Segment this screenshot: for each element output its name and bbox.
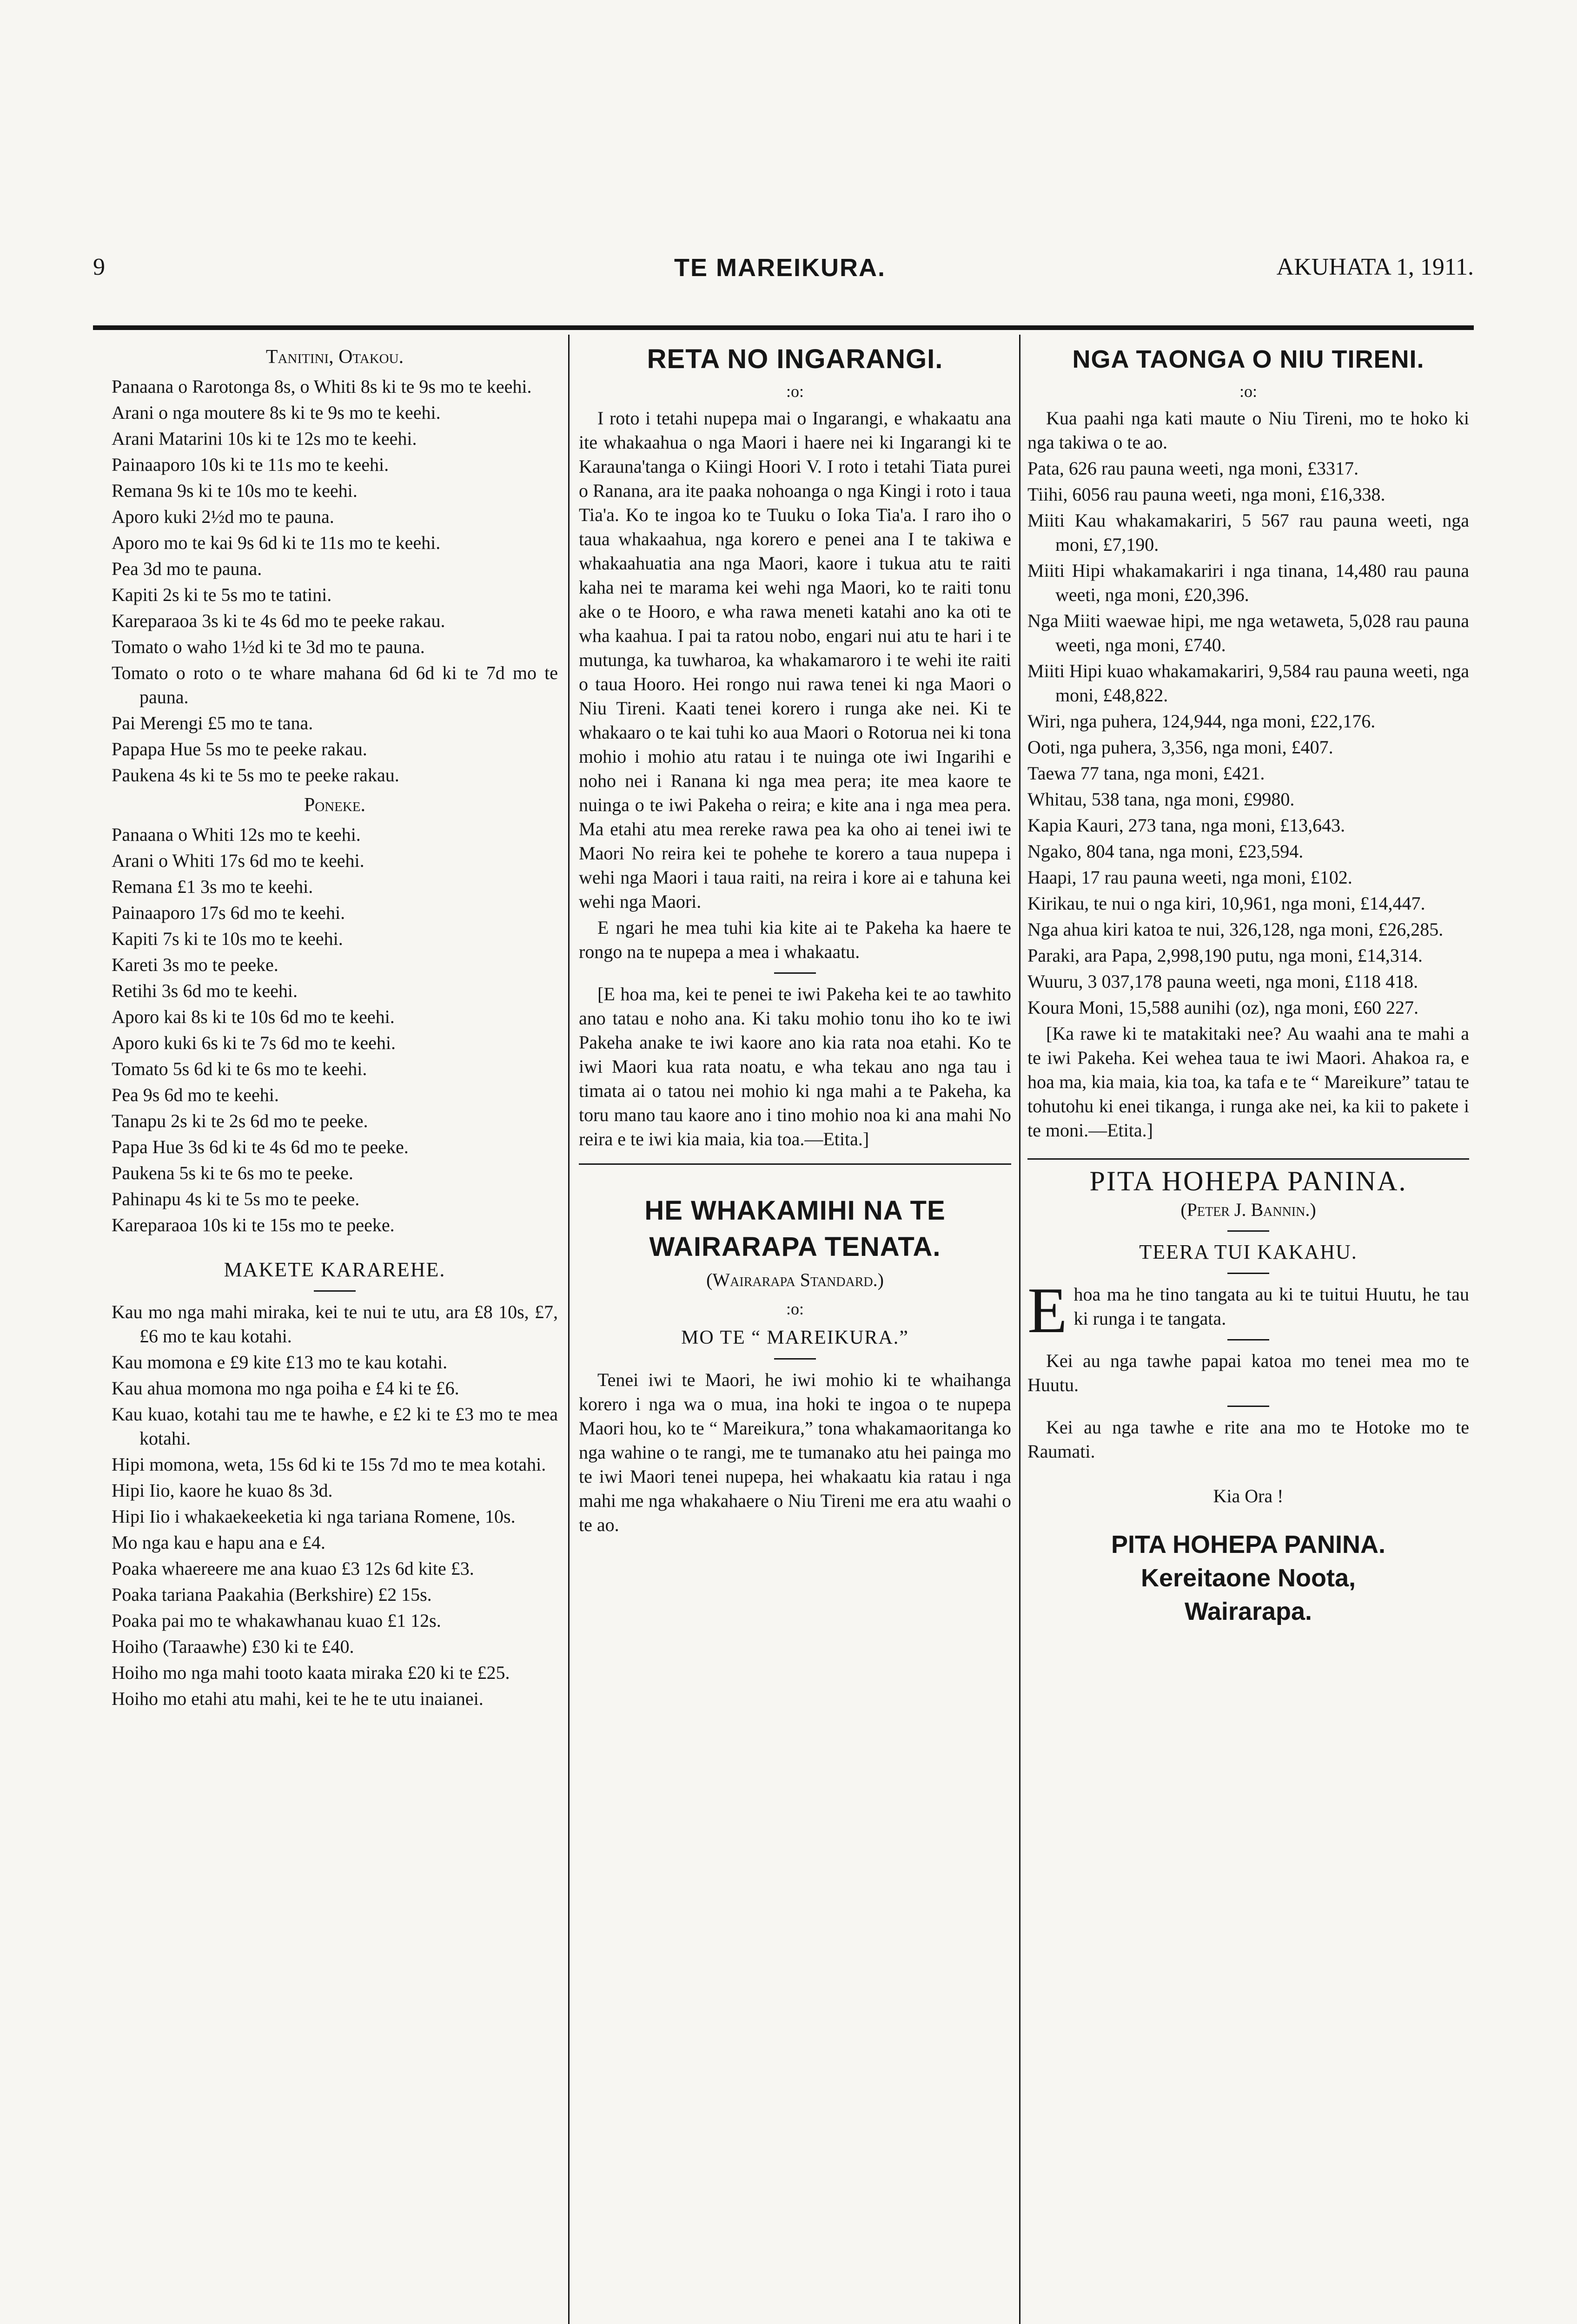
taonga-list [1027, 456, 1469, 1020]
pita-body-3: Kei au nga tawhe e rite ana mo te Hotoke mo te Raumati. [1027, 1417, 1469, 1462]
list-item: Arani Matarini 10s ki te 12s mo te keehi. [112, 428, 417, 449]
list-item: Retihi 3s 6d mo te keehi. [112, 980, 298, 1001]
list-item: Painaaporo 10s ki te 11s mo te keehi. [112, 454, 389, 475]
list-item: Remana £1 3s mo te keehi. [112, 876, 313, 897]
list-item: Kareti 3s mo te peeke. [112, 954, 278, 975]
list-item: Nga ahua kiri katoa te nui, 326,128, nga moni, £26,285. [1027, 919, 1444, 940]
column-exports-ads [1027, 339, 1469, 1629]
list-item: Kareparaoa 10s ki te 15s mo te peeke. [112, 1215, 395, 1235]
list-item: Miiti Hipi kuao whakamakariri, 9,584 rau pauna weeti, nga moni, £48,822. [1027, 660, 1469, 706]
article-separator [579, 1163, 1011, 1165]
reta-paragraph: E ngari he mea tuhi kia kite ai te Pakeha ka haere te rongo na te nupepa a mea i whakaatu. [579, 917, 1011, 962]
list-item: Taewa 77 tana, nga moni, £421. [1027, 763, 1265, 784]
kia-ora: Kia Ora ! [1213, 1486, 1284, 1506]
paper-title: TE MAREIKURA. [674, 254, 886, 282]
list-item: Aporo kai 8s ki te 10s 6d mo te keehi. [112, 1006, 395, 1027]
pita-body-1-text: hoa ma he tino tangata au ki te tuitui Huutu, he tau ki runga i te tangata. [1073, 1284, 1469, 1329]
ornament: :o: [1239, 382, 1257, 401]
list-item: Arani o nga moutere 8s ki te 9s mo te keehi. [112, 402, 441, 423]
list-item: Kau momona e £9 kite £13 mo te kau kotahi. [112, 1352, 448, 1373]
list-item: Haapi, 17 rau pauna weeti, nga moni, £102. [1027, 867, 1352, 888]
list-item: Kapiti 2s ki te 5s mo te tatini. [112, 584, 332, 605]
reta-heading: RETA NO INGARANGI. [647, 344, 943, 374]
poneke-list [112, 823, 558, 1237]
list-item: Wiri, nga puhera, 124,944, nga moni, £22,176. [1027, 711, 1376, 732]
sign-name: PITA HOHEPA PANINA. [1111, 1531, 1386, 1558]
whakamihi-body: Tenei iwi te Maori, he iwi mohio ki te whaihanga korero i nga wa o mua, ina hoki te ingoa o te nupepa Maori hou, ko te “ Mareikura,” tona whakamaoritanga ko nga wahine o te rangi, me te tumanako atu hei painga mo te iwi Maori tenei nupepa, hei whakaatu kia ratau i nga mahi me nga whakahaere o Niu Tireni me era atu waahi o te ao. [579, 1369, 1011, 1535]
list-item: Papapa Hue 5s mo te peeke rakau. [112, 739, 367, 759]
section-rule [1227, 1230, 1269, 1232]
section-rule [314, 1290, 356, 1292]
list-item: Hoiho (Taraawhe) £30 ki te £40. [112, 1636, 354, 1657]
section-rule [774, 972, 816, 974]
reta-editor-note: [E hoa ma, kei te penei te iwi Pakeha kei te ao tawhito ano tatau e noho ana. Ki taku mohio tonu iho ko te iwi Pakeha anake te iwi kaore ano kia rata noa etahi. Ko te iwi Maori kua rata noatu, e wha tekau ano nga tau i timata ai o tatou nei mohio ki nga mahi a te Pakeha, ka toru mano tau kaore ano i tino mohio noa ki ana mahi No reira e te iwi kia maia, kia toa.—Etita.] [579, 984, 1011, 1149]
poneke-heading: Poneke. [304, 794, 366, 816]
list-item: Poaka whaereere me ana kuao £3 12s 6d kite £3. [112, 1558, 474, 1579]
list-item: Pata, 626 rau pauna weeti, nga moni, £3317. [1027, 458, 1359, 479]
list-item: Tomato 5s 6d ki te 6s mo te keehi. [112, 1058, 367, 1079]
ornament: :o: [786, 382, 804, 401]
list-item: Hipi Iio, kaore he kuao 8s 3d. [112, 1480, 333, 1501]
list-item: Whitau, 538 tana, nga moni, £9980. [1027, 789, 1295, 810]
pita-body-1 [1027, 1274, 1469, 1347]
list-item: Kapia Kauri, 273 tana, nga moni, £13,643. [1027, 815, 1345, 836]
list-item: Hoiho mo nga mahi tooto kaata miraka £20 ki te £25. [112, 1662, 510, 1683]
teera-heading: TEERA TUI KAKAHU. [1139, 1241, 1358, 1263]
list-item: Arani o Whiti 17s 6d mo te keehi. [112, 850, 364, 871]
makete-heading: MAKETE KARAREHE. [224, 1258, 446, 1281]
list-item: Kau kuao, kotahi tau me te hawhe, e £2 ki te £3 mo te mea kotahi. [112, 1404, 558, 1449]
list-item: Ngako, 804 tana, nga moni, £23,594. [1027, 841, 1304, 862]
taonga-intro: Kua paahi nga kati maute o Niu Tireni, mo te hoko ki nga takiwa o te ao. [1027, 408, 1469, 453]
issue-date: AKUHATA 1, 1911. [1276, 254, 1474, 280]
section-rule [1227, 1406, 1269, 1407]
list-item: Aporo kuki 2½d mo te pauna. [112, 506, 334, 527]
taonga-heading: NGA TAONGA O NIU TIRENI. [1072, 345, 1425, 373]
list-item: Kareparaoa 3s ki te 4s 6d mo te peeke rakau. [112, 610, 445, 631]
list-item: Hoiho mo etahi atu mahi, kei te he te utu inaianei. [112, 1688, 484, 1709]
tanitini-heading: Tanitini, Otakou. [265, 346, 404, 368]
list-item: Panaana o Whiti 12s mo te keehi. [112, 824, 361, 845]
list-item: Panaana o Rarotonga 8s, o Whiti 8s ki te 9s mo te keehi. [112, 376, 532, 397]
list-item: Kirikau, te nui o nga kiri, 10,961, nga moni, £14,447. [1027, 893, 1425, 914]
list-item: Nga Miiti waewae hipi, me nga wetaweta, 5,028 rau pauna weeti, nga moni, £740. [1027, 610, 1469, 655]
page-number: 9 [93, 254, 105, 280]
list-item: Pea 3d mo te pauna. [112, 558, 262, 579]
reta-paragraph: I roto i tetahi nupepa mai o Ingarangi, e whakaatu ana ite whakaahua o nga Maori i haere nei ki Ingarangi ki te Karauna'tanga o Kiingi Hoori V. I roto i tetahi Tiata purei o Ranana, ara ite paaka nohoanga o nga Kingi i roto i taua Tia'a. Ko te ingoa ko te Tuuku o Ioka Tia'a. I raro iho o taua whakaahua, nga korero e penei ana I te takiwa e whakaahuatia ana nga Maori, kaore i tukua atu te raiti kaha nei te marama kei wehi nga Maori, ko te raiti tonu ake o te Hooro, e wha rawa meneti katahi ano ka oti te wha kaahua. I pai ta ratou nobo, engari nui atu te hari i te mutunga, ka tuwharoa, ka whakamaroro i te wehi ite raiti o taua Hooro. Hei rongo nui rawa tenei ki nga Maori o Niu Tireni. Kaati tenei korero i runga ake nei. Ki te whakaaro o te kai tuhi ko aua Maori o Rotorua nei ki tona mohio i mohio atu ratau i te nuinga ote iwi Ingarihi e noho nei i Ranana ki nga mea pera; ite mea kaore te nuinga o te iwi Pakeha o reira; e kite ana i nga mea pera. Ma etahi atu mea rereke rawa pea ka oho ai tenei iwi te Maori No reira kei te pohehe te korero a taua nupepa i wehi nga Maori i taua raiti, na reira i kore ai e tahuna kei wehi nga Maori. [579, 408, 1011, 912]
list-item: Paukena 5s ki te 6s mo te peeke. [112, 1162, 353, 1183]
ornament: :o: [786, 1300, 804, 1318]
column-letters [579, 339, 1011, 1539]
sign-street: Kereitaone Noota, [1140, 1564, 1356, 1592]
column-divider-1 [568, 335, 570, 2324]
list-item: Ooti, nga puhera, 3,356, nga moni, £407. [1027, 737, 1333, 758]
list-item: Hipi momona, weta, 15s 6d ki te 15s 7d mo te mea kotahi. [112, 1454, 546, 1475]
list-item: Hipi Iio i whakaekeeketia ki nga tariana Romene, 10s. [112, 1506, 516, 1527]
list-item: Miiti Kau whakamakariri, 5 567 rau pauna weeti, nga moni, £7,190. [1027, 510, 1469, 555]
section-rule [1227, 1339, 1269, 1340]
list-item: Mo nga kau e hapu ana e £4. [112, 1532, 325, 1553]
column-market-prices [112, 339, 558, 1713]
whakamihi-heading-2: WAIRARAPA TENATA. [649, 1232, 941, 1262]
list-item: Aporo mo te kai 9s 6d ki te 11s mo te keehi. [112, 532, 441, 553]
list-item: Poaka pai mo te whakawhanau kuao £1 12s. [112, 1610, 441, 1631]
list-item: Aporo kuki 6s ki te 7s 6d mo te keehi. [112, 1032, 396, 1053]
list-item: Painaaporo 17s 6d mo te keehi. [112, 902, 345, 923]
list-item: Pahinapu 4s ki te 5s mo te peeke. [112, 1188, 360, 1209]
list-item: Koura Moni, 15,588 aunihi (oz), nga moni, £60 227. [1027, 997, 1418, 1018]
makete-list [112, 1300, 558, 1711]
pita-title: PITA HOHEPA PANINA. [1089, 1166, 1407, 1196]
column-divider-2 [1019, 335, 1020, 2324]
list-item: Kapiti 7s ki te 10s mo te keehi. [112, 928, 343, 949]
list-item: Kau mo nga mahi miraka, kei te nui te utu, ara £8 10s, £7, £6 mo te kau kotahi. [112, 1301, 558, 1347]
pita-subtitle: (Peter J. Bannin.) [1180, 1199, 1316, 1220]
list-item: Miiti Hipi whakamakariri i nga tinana, 14,480 rau pauna weeti, nga moni, £20,396. [1027, 560, 1469, 605]
list-item: Wuuru, 3 037,178 pauna weeti, nga moni, £118 418. [1027, 971, 1418, 992]
list-item: Tiihi, 6056 rau pauna weeti, nga moni, £16,338. [1027, 484, 1385, 505]
sign-place: Wairarapa. [1184, 1598, 1312, 1625]
list-item: Tanapu 2s ki te 2s 6d mo te peeke. [112, 1110, 368, 1131]
whakamihi-subheading: MO TE “ MAREIKURA.” [681, 1327, 909, 1348]
list-item: Tomato o waho 1½d ki te 3d mo te pauna. [112, 636, 425, 657]
list-item: Paukena 4s ki te 5s mo te peeke rakau. [112, 765, 399, 786]
list-item: Paraki, ara Papa, 2,998,190 putu, nga moni, £14,314. [1027, 945, 1423, 966]
tanitini-list [112, 375, 558, 787]
article-separator [1027, 1158, 1469, 1160]
drop-cap: E [1027, 1274, 1067, 1347]
list-item: Kau ahua momona mo nga poiha e £4 ki te £6. [112, 1378, 459, 1399]
taonga-editor-note: [Ka rawe ki te matakitaki nee? Au waahi ana te mahi a te iwi Pakeha. Kei wehea taua te iwi Maori. Ahakoa ra, e hoa ma, kia maia, kia toa, ka tafa e te “ Mareikure” tatau te tohutohu ki enei tikanga, i runga ake nei, ka kii to pakete i te moni.—Etita.] [1027, 1023, 1469, 1141]
pita-body-2: Kei au nga tawhe papai katoa mo tenei mea mo te Huutu. [1027, 1350, 1469, 1395]
list-item: Pea 9s 6d mo te keehi. [112, 1084, 279, 1105]
list-item: Pai Merengi £5 mo te tana. [112, 713, 313, 733]
list-item: Papa Hue 3s 6d ki te 4s 6d mo te peeke. [112, 1136, 409, 1157]
section-rule [1227, 1273, 1269, 1274]
list-item: Poaka tariana Paakahia (Berkshire) £2 15s. [112, 1584, 432, 1605]
section-rule [774, 1358, 816, 1360]
masthead-rule [93, 325, 1474, 330]
whakamihi-heading-1: HE WHAKAMIHI NA TE [644, 1195, 946, 1226]
masthead [93, 253, 1474, 290]
list-item: Tomato o roto o te whare mahana 6d 6d ki te 7d mo te pauna. [112, 662, 558, 707]
whakamihi-source: (Wairarapa Standard.) [706, 1269, 884, 1290]
list-item: Remana 9s ki te 10s mo te keehi. [112, 480, 358, 501]
